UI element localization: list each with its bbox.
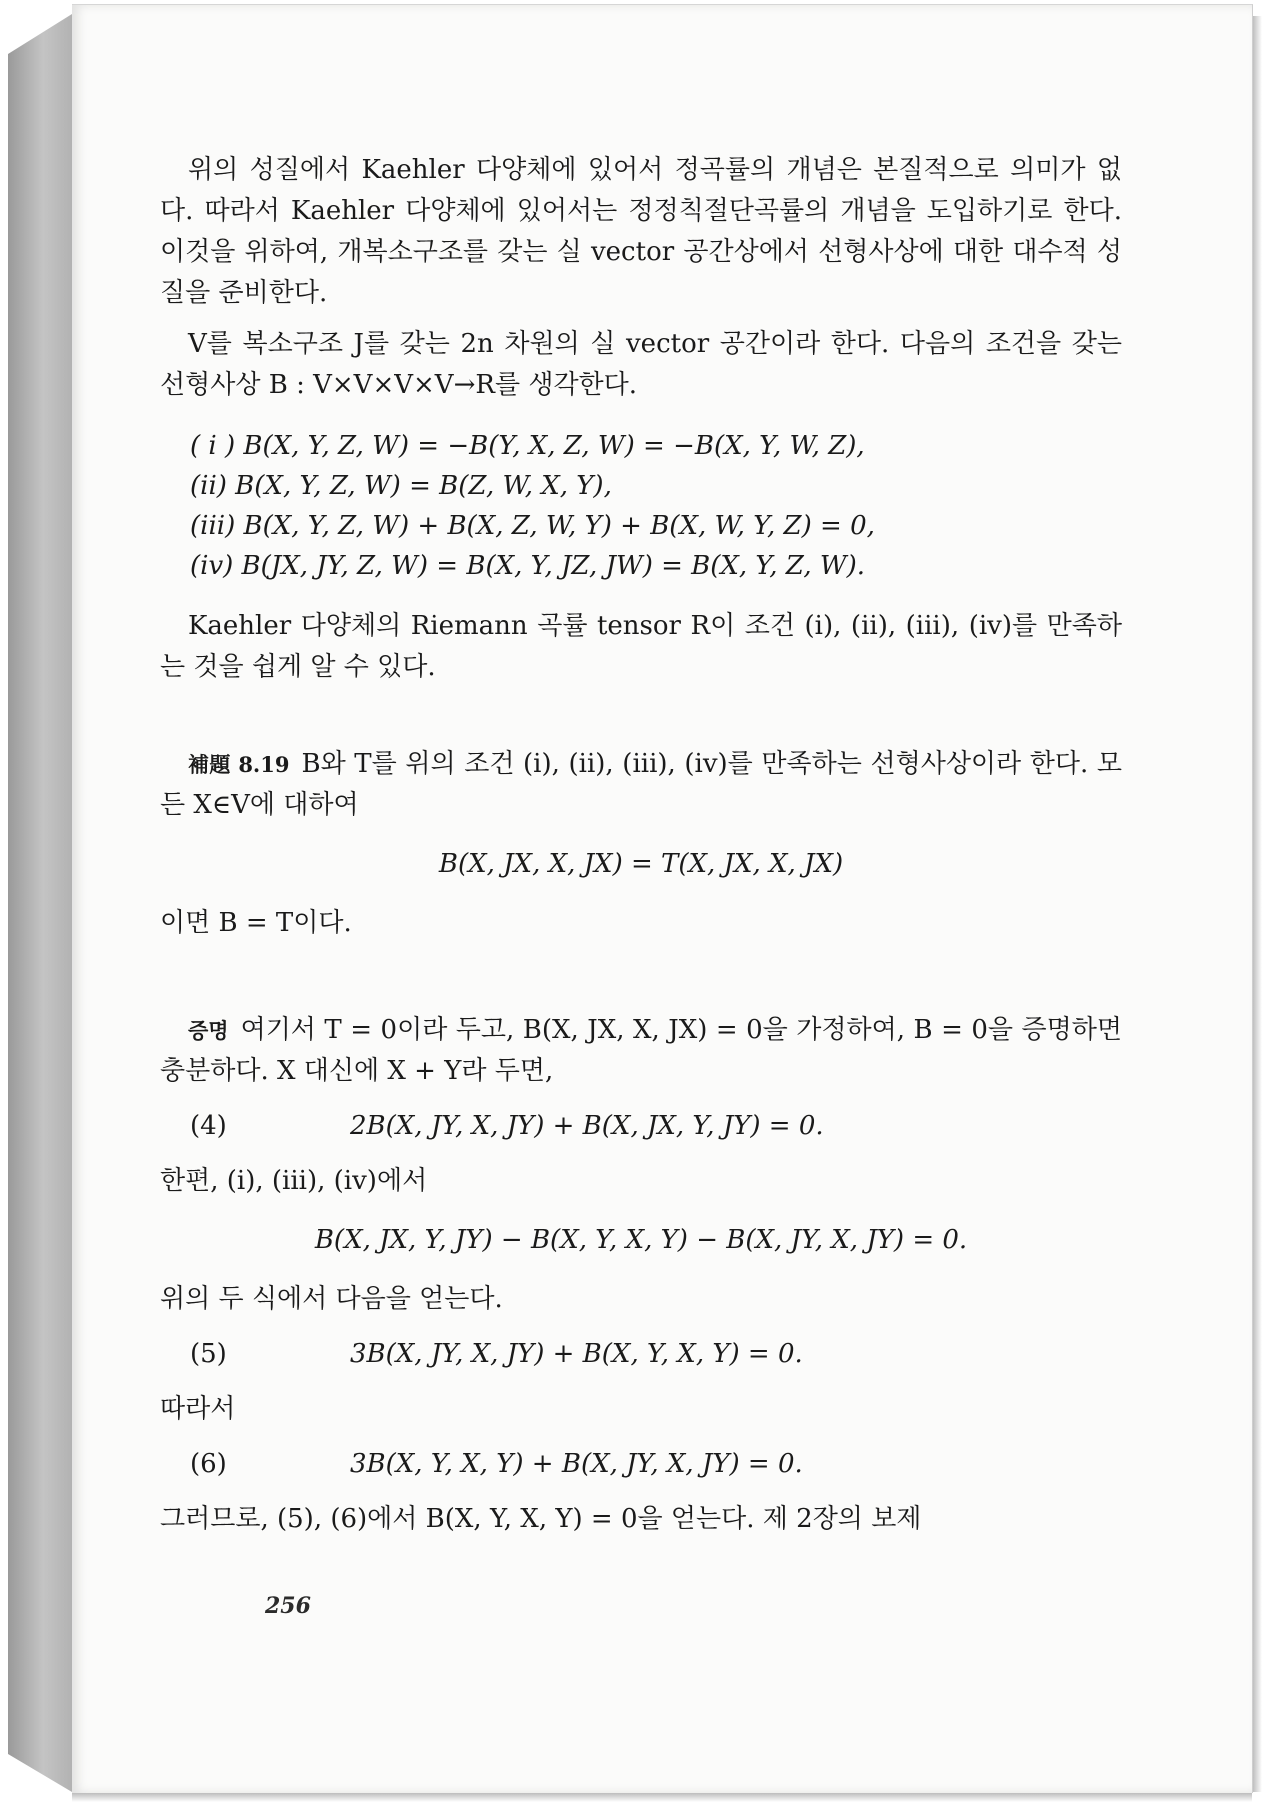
equation-4-body: 2B(X, JY, X, JY) + B(X, JX, Y, JY) = 0. [350, 1111, 824, 1141]
equation-6 [190, 1444, 1122, 1485]
page-content [160, 150, 1122, 1540]
lemma-text: B와 T를 위의 조건 (i), (ii), (iii), (iv)를 만족하는 선형사상이라 한다. 모든 X∈V에 대하여 [160, 749, 1122, 820]
riemann-note: Kaehler 다양체의 Riemann 곡률 tensor R이 조건 (i), (ii), (iii), (iv)를 만족하는 것을 쉽게 알 수 있다. [160, 611, 1122, 682]
proof-label: 증명 [188, 1018, 229, 1043]
equation-6-number: (6) [190, 1449, 227, 1479]
equation-6-body: 3B(X, Y, X, Y) + B(X, JY, X, JY) = 0. [350, 1449, 803, 1479]
conditions-list [190, 426, 1122, 586]
book-page-edge-bottom [72, 1792, 1252, 1802]
equation-5-number: (5) [190, 1339, 227, 1369]
lemma-paragraph [160, 744, 1122, 826]
condition-ii: (ii) B(X, Y, Z, W) = B(Z, W, X, Y), [190, 471, 612, 501]
lemma-equation: B(X, JX, X, JX) = T(X, JX, X, JX) [438, 849, 844, 879]
book-page-edge-right [1252, 16, 1262, 1792]
condition-i: ( i ) B(X, Y, Z, W) = −B(Y, X, Z, W) = −B(X, Y, W, Z), [190, 431, 865, 461]
equation-4-number: (4) [190, 1111, 227, 1141]
proof-paragraph [160, 1010, 1122, 1092]
equation-4 [190, 1106, 1122, 1147]
equation-5 [190, 1334, 1122, 1375]
middle-equation: B(X, JX, Y, JY) − B(X, Y, X, Y) − B(X, JY, X, JY) = 0. [314, 1225, 968, 1255]
proof-text: 여기서 T = 0이라 두고, B(X, JX, X, JX) = 0을 가정하여, B = 0을 증명하면 충분하다. X 대신에 X + Y라 두면, [160, 1015, 1122, 1086]
condition-iii: (iii) B(X, Y, Z, W) + B(X, Z, W, Y) + B(X, W, Y, Z) = 0, [190, 511, 875, 541]
lemma-conclusion: 이면 B = T이다. [160, 908, 352, 938]
two-equations-line: 위의 두 식에서 다음을 얻는다. [160, 1284, 503, 1314]
equation-5-body: 3B(X, JY, X, JY) + B(X, Y, X, Y) = 0. [350, 1339, 803, 1369]
final-line: 그러므로, (5), (6)에서 B(X, Y, X, Y) = 0을 얻는다. 제 2장의 보제 [160, 1504, 922, 1534]
intro-paragraph: 위의 성질에서 Kaehler 다양체에 있어서 정곡률의 개념은 본질적으로 의미가 없다. 따라서 Kaehler 다양체에 있어서는 정정칙절단곡률의 개념을 도입하기로 한다. 이것을 위하여, 개복소구조를 갖는 실 vector 공간상에서 선형사상에 대한 대수적 성질을 준비한다. [160, 155, 1122, 308]
condition-iv: (iv) B(JX, JY, Z, W) = B(X, Y, JZ, JW) = B(X, Y, Z, W). [190, 551, 866, 581]
page-number: 256 [265, 1593, 311, 1619]
therefore-line: 따라서 [160, 1394, 236, 1424]
setup-paragraph: V를 복소구조 J를 갖는 2n 차원의 실 vector 공간이라 한다. 다음의 조건을 갖는 선형사상 B : V×V×V×V→R를 생각한다. [160, 329, 1122, 400]
meanwhile-line: 한편, (i), (iii), (iv)에서 [160, 1166, 428, 1196]
lemma-label: 補題 8.19 [188, 752, 290, 777]
book-spine [8, 14, 72, 1792]
